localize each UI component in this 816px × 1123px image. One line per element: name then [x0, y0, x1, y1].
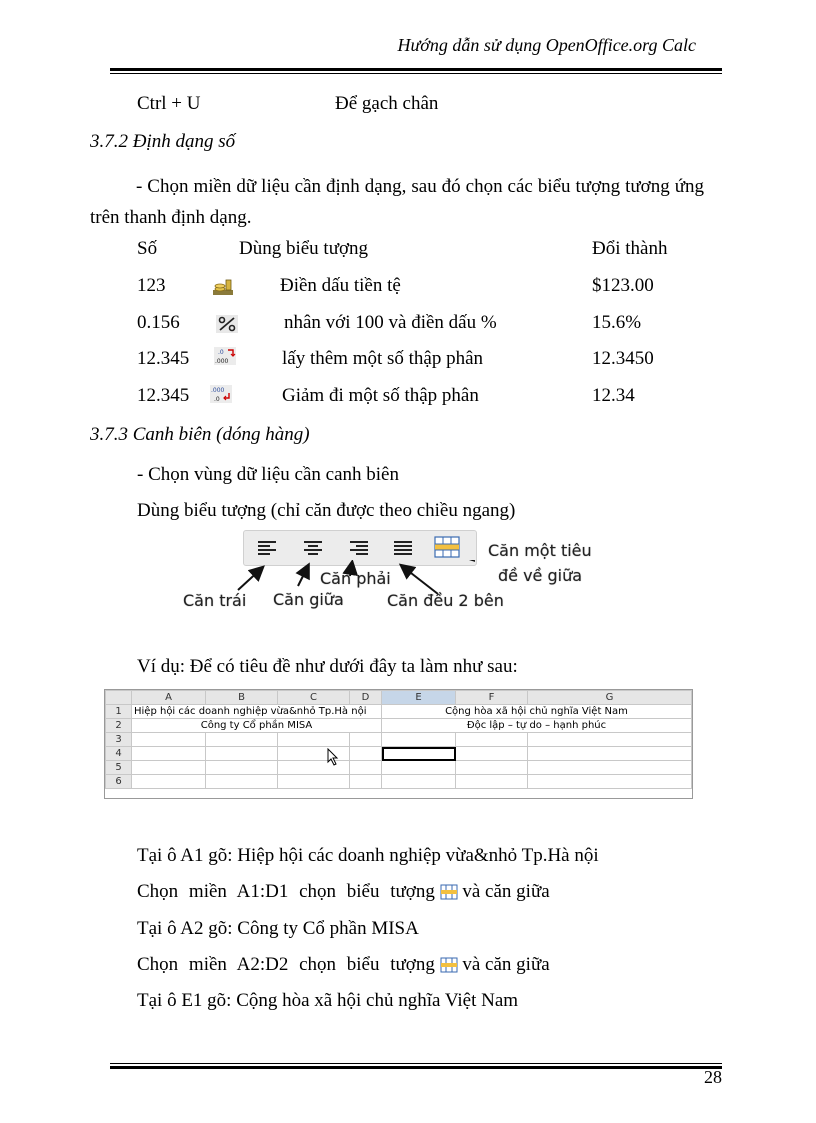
col-header-number: Số — [137, 238, 158, 259]
callout-align-right: Căn phải — [320, 569, 391, 588]
sheet-cell[interactable] — [206, 747, 278, 761]
step-text: Chọn miền A2:D2 chọn biểu tượng — [137, 954, 435, 975]
callout-align-center: Căn giữa — [273, 590, 344, 609]
sheet-cell[interactable] — [528, 747, 692, 761]
section-372-intro: - Chọn miền dữ liệu cần định dạng, sau đó chọn các biểu tượng tương ứng trên thanh định dạng. — [90, 176, 704, 228]
format-row-number: 12.345 — [137, 348, 190, 369]
header-rule — [110, 68, 722, 74]
step-line: Tại ô A2 gõ: Công ty Cổ phần MISA — [137, 918, 419, 939]
callout-align-left: Căn trái — [183, 591, 247, 610]
sheet-cell[interactable] — [382, 733, 456, 747]
callout-merge-line2: đề về giữa — [498, 566, 583, 585]
step-text: Chọn miền A1:D1 chọn biểu tượng — [137, 881, 435, 902]
sheet-cell[interactable] — [350, 747, 382, 761]
cell-e2-merged[interactable]: Độc lập – tự do – hạnh phúc — [382, 719, 692, 733]
merge-center-icon — [440, 957, 458, 973]
svg-text:.000: .000 — [215, 358, 229, 365]
svg-text:.0: .0 — [218, 349, 224, 356]
format-row-result: 12.3450 — [592, 348, 654, 369]
svg-text:.000: .000 — [211, 387, 225, 394]
sheet-cell[interactable] — [382, 775, 456, 789]
sheet-cell[interactable] — [528, 775, 692, 789]
sheet-cell[interactable] — [206, 775, 278, 789]
sheet-cell[interactable] — [350, 775, 382, 789]
column-header[interactable]: C — [278, 691, 350, 705]
sheet-cell[interactable] — [350, 761, 382, 775]
callout-merge-line1: Căn một tiêu — [488, 541, 592, 560]
row-header[interactable]: 2 — [106, 719, 132, 733]
sheet-cell[interactable] — [132, 747, 206, 761]
cell-a1-merged[interactable]: Hiệp hội các doanh nghiệp vừa&nhỏ Tp.Hà nội — [132, 705, 382, 719]
sheet-cell[interactable] — [456, 775, 528, 789]
mouse-cursor-icon — [327, 748, 339, 766]
sheet-cell[interactable] — [456, 747, 528, 761]
column-header[interactable]: F — [456, 691, 528, 705]
format-row-desc: lấy thêm một số thập phân — [282, 348, 484, 369]
step-line — [137, 881, 550, 903]
row-header[interactable]: 4 — [106, 747, 132, 761]
column-header[interactable]: A — [132, 691, 206, 705]
section-heading-372: 3.7.2 Định dạng số — [90, 131, 236, 152]
format-row-number: 0.156 — [137, 312, 180, 333]
remove-decimal-icon — [210, 385, 232, 403]
format-row-number: 123 — [137, 275, 166, 296]
align-left-icon — [256, 539, 278, 557]
merge-center-icon — [440, 884, 458, 900]
align-justify-icon — [392, 539, 414, 557]
sheet-cell[interactable] — [350, 733, 382, 747]
sheet-cell[interactable] — [456, 733, 528, 747]
section-373-line1: - Chọn vùng dữ liệu cần canh biên — [137, 464, 399, 485]
sheet-cell[interactable] — [528, 761, 692, 775]
format-row-desc: Điền dấu tiền tệ — [280, 275, 401, 296]
footer-rule — [110, 1063, 722, 1069]
col-header-result: Đổi thành — [592, 238, 668, 259]
sheet-cell[interactable] — [456, 761, 528, 775]
col-header-icon: Dùng biểu tượng — [239, 238, 369, 259]
add-decimal-icon — [214, 347, 236, 365]
section-373-line2: Dùng biểu tượng (chỉ căn được theo chiều ngang) — [137, 500, 516, 521]
sheet-cell[interactable] — [132, 733, 206, 747]
format-row-number: 12.345 — [137, 385, 190, 406]
spreadsheet-example — [104, 689, 693, 799]
step-line: Tại ô A1 gõ: Hiệp hội các doanh nghiệp vừa&nhỏ Tp.Hà nội — [137, 845, 599, 866]
selected-cell-e4[interactable] — [382, 747, 456, 761]
align-right-icon — [348, 539, 370, 557]
step-line — [137, 954, 550, 976]
row-header[interactable]: 3 — [106, 733, 132, 747]
column-header[interactable]: E — [382, 691, 456, 705]
merge-center-icon — [434, 536, 460, 560]
currency-icon — [212, 278, 234, 296]
sheet-cell[interactable] — [206, 761, 278, 775]
percent-icon — [216, 315, 238, 333]
cell-a2-merged[interactable]: Công ty Cổ phần MISA — [132, 719, 382, 733]
step-text: và căn giữa — [462, 954, 550, 975]
column-header[interactable]: G — [528, 691, 692, 705]
format-row-result: 15.6% — [592, 312, 642, 333]
shortcut-desc: Để gạch chân — [335, 93, 439, 114]
format-row-result: 12.34 — [592, 385, 635, 406]
align-center-icon — [302, 539, 324, 557]
row-header[interactable]: 6 — [106, 775, 132, 789]
format-row-result: $123.00 — [592, 275, 654, 296]
shortcut-key: Ctrl + U — [137, 93, 201, 114]
row-header[interactable]: 1 — [106, 705, 132, 719]
row-header[interactable]: 5 — [106, 761, 132, 775]
example-intro: Ví dụ: Để có tiêu đề như dưới đây ta làm như sau: — [137, 656, 518, 677]
sheet-cell[interactable] — [278, 733, 350, 747]
running-header: Hướng dẫn sử dụng OpenOffice.org Calc — [397, 35, 696, 55]
corner-cell — [106, 691, 132, 705]
sheet-cell[interactable] — [206, 733, 278, 747]
sheet-cell[interactable] — [132, 775, 206, 789]
callout-align-justify: Căn đều 2 bên — [387, 591, 504, 610]
step-text: và căn giữa — [462, 881, 550, 902]
column-header[interactable]: B — [206, 691, 278, 705]
section-heading-373: 3.7.3 Canh biên (dóng hàng) — [90, 424, 310, 445]
sheet-cell[interactable] — [382, 761, 456, 775]
sheet-cell[interactable] — [528, 733, 692, 747]
page-number: 28 — [704, 1067, 722, 1087]
sheet-cell[interactable] — [278, 775, 350, 789]
format-row-desc: Giảm đi một số thập phân — [282, 385, 479, 406]
format-row-desc: nhân với 100 và điền dấu % — [284, 312, 497, 333]
column-header[interactable]: D — [350, 691, 382, 705]
step-line: Tại ô E1 gõ: Cộng hòa xã hội chủ nghĩa Việt Nam — [137, 990, 519, 1011]
sheet-cell[interactable] — [132, 761, 206, 775]
cell-e1-merged[interactable]: Cộng hòa xã hội chủ nghĩa Việt Nam — [382, 705, 692, 719]
svg-text:.0: .0 — [214, 396, 220, 403]
